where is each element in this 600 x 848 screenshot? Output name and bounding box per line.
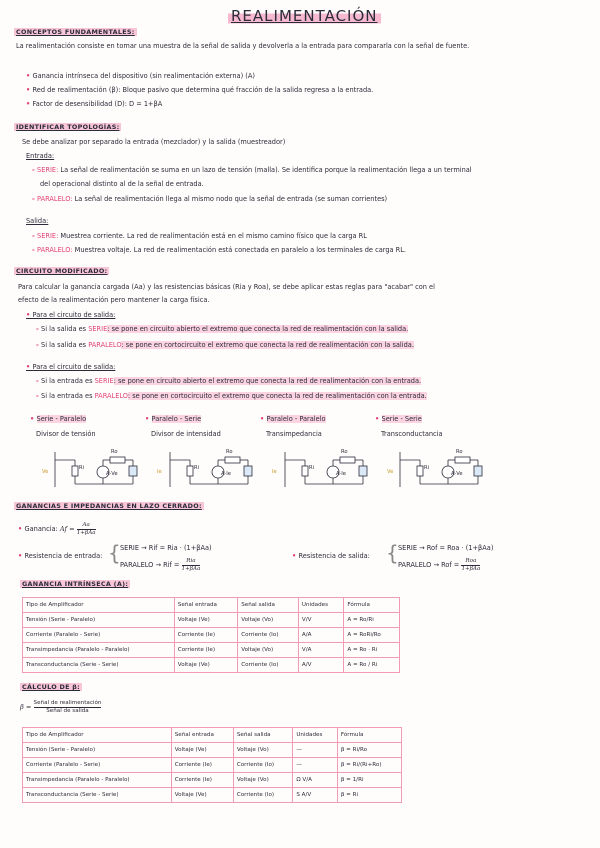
circuit-label-src: A·Ve: [106, 471, 118, 477]
table-cell: Transconductancia (Serie - Serie): [23, 788, 172, 803]
table-row: [23, 758, 402, 773]
entrada-label: Entrada:: [26, 152, 55, 160]
gain-formula: • Ganancia: Af = $\frac{Aa}{\text{1+βAa}}$: [18, 522, 96, 536]
load: [244, 466, 252, 476]
circuito-intro-2: efecto de la realimentación pero mantener la carga física.: [18, 296, 210, 304]
circuit-label-ro: Ro: [111, 449, 118, 455]
section-heading-topologias: IDENTIFICAR TOPOLOGÍAS:: [16, 123, 120, 131]
table-cell: V/A: [298, 643, 343, 658]
circuit-subtitle: Divisor de tensión: [36, 430, 96, 438]
circuit-label-src: A·Ve: [451, 471, 463, 477]
column-header: Tipo de Amplificador: [23, 728, 172, 743]
circuit-heading: • Serie - Serie: [375, 415, 422, 423]
in-circuit-label: • Para el circuito de salida:: [26, 363, 116, 371]
salida-paralelo: - PARALELO: Muestrea voltaje. La red de realimentación está conectada en paralelo a los terminales de carga RL.: [32, 246, 407, 254]
table-cell: Corriente (Ie): [171, 758, 233, 773]
circuit-label-ro: Ro: [226, 449, 233, 455]
table-cell: Corriente (Ie): [171, 773, 233, 788]
load: [474, 466, 482, 476]
column-header: Señal entrada: [171, 728, 233, 743]
beta-table: [22, 727, 402, 803]
table-cell: Corriente (Ie): [174, 643, 237, 658]
page-title: REALIMENTACIÓN: [228, 7, 381, 25]
column-header: Tipo de Amplificador: [23, 598, 175, 613]
table-cell: A = Ro/Ri: [344, 613, 400, 628]
concept-item: • Red de realimentación (β): Bloque pasivo que determina qué fracción de la salida regresa a la entrada.: [26, 86, 374, 94]
resistor-ro: [225, 457, 240, 463]
table-cell: —: [293, 758, 338, 773]
table-cell: β = 1/Ri: [337, 773, 401, 788]
circuit-label-src: A·Ie: [221, 471, 231, 477]
table-header-row: [23, 728, 402, 743]
rout-serie: SERIE → Rof = Roa · (1+βAa): [398, 544, 494, 552]
section-heading-conceptos: CONCEPTOS FUNDAMENTALES:: [16, 28, 135, 36]
entrada-serie-cont: del operacional distinto al de la señal de entrada.: [40, 180, 204, 188]
table-cell: Transimpedancia (Paralelo - Paralelo): [23, 773, 172, 788]
table-cell: Corriente (Io): [238, 628, 299, 643]
circuit-label-ro: Ro: [341, 449, 348, 455]
table-cell: Ω V/A: [293, 773, 338, 788]
rout-label: • Resistencia de salida:: [292, 552, 370, 560]
rout-brace: {: [386, 541, 399, 565]
table-cell: A = Ro / Ri: [344, 658, 400, 673]
load: [359, 466, 367, 476]
resistor-ro: [340, 457, 355, 463]
table-cell: Tensión (Serie - Paralelo): [23, 743, 172, 758]
table-cell: Transconductancia (Serie - Serie): [23, 658, 175, 673]
rin-paralelo: PARALELO → Rif = $\frac{\text{Ria}}{\text{1+βAa}}$: [120, 558, 201, 572]
column-header: Fórmula: [337, 728, 401, 743]
circuit-heading: • Paralelo - Serie: [145, 415, 202, 423]
table-cell: Voltaje (Vo): [233, 743, 292, 758]
circuit-label-src: A·Ie: [336, 471, 346, 477]
concept-item: • Ganancia intrínseca del dispositivo (sin realimentación externa) (A): [26, 72, 255, 80]
salida-label: Salida:: [26, 217, 49, 225]
table-cell: A = Ro · Ri: [344, 643, 400, 658]
beta-formula: β = $\frac{\text{Señal de realimentación}}{\text{Señal de salida}}$: [20, 700, 102, 714]
out-rule-2: - Si la salida es PARALELO: se pone en cortocircuito el extremo que conecta la red de realimentación con la salida.: [36, 341, 414, 349]
table-cell: A/A: [298, 628, 343, 643]
concept-item: • Factor de desensibilidad (D): D = 1+βA: [26, 100, 163, 108]
circuit-subtitle: Transconductancia: [381, 430, 443, 438]
column-header: Señal salida: [238, 598, 299, 613]
column-header: Unidades: [298, 598, 343, 613]
table-cell: Corriente (Paralelo - Serie): [23, 758, 172, 773]
circuit-diagram: [160, 442, 255, 492]
rin-label: • Resistencia de entrada:: [18, 552, 103, 560]
column-header: Señal entrada: [174, 598, 237, 613]
resistor-ri: [187, 466, 193, 476]
table-cell: Voltaje (Ve): [171, 743, 233, 758]
table-cell: Voltaje (Ve): [174, 658, 237, 673]
table-cell: Corriente (Io): [233, 788, 292, 803]
table-row: [23, 643, 400, 658]
resistor-ri: [417, 466, 423, 476]
circuit-label-in: Ie: [157, 469, 162, 475]
column-header: Unidades: [293, 728, 338, 743]
table-cell: Transimpedancia (Paralelo - Paralelo): [23, 643, 175, 658]
table-header-row: [23, 598, 400, 613]
table-cell: A/V: [298, 658, 343, 673]
table-cell: A = RoRi/Ro: [344, 628, 400, 643]
section-heading-ganancia-intrinseca: GANANCIA INTRÍNSECA (A):: [22, 580, 129, 588]
circuit-heading: • Paralelo - Paralelo: [260, 415, 326, 423]
circuit-label-in: Ve: [387, 469, 394, 475]
circuit-label-in: Ie: [272, 469, 277, 475]
circuit-label-ri: Ri: [194, 465, 200, 471]
resistor-ro: [455, 457, 470, 463]
resistor-ro: [110, 457, 125, 463]
table-cell: Corriente (Paralelo - Serie): [23, 628, 175, 643]
table-row: [23, 628, 400, 643]
column-header: Señal salida: [233, 728, 292, 743]
topologias-intro: Se debe analizar por separado la entrada (mezclador) y la salida (muestreador): [22, 138, 286, 146]
out-rule-1: - Si la salida es SERIE: se pone en circuito abierto el extremo que conecta la red de realimentación con la salida.: [36, 325, 409, 333]
intro-text: La realimentación consiste en tomar una muestra de la señal de salida y devolverla a la entrada para compararla con la señal de fuente.: [16, 42, 470, 50]
column-header: Fórmula: [344, 598, 400, 613]
table-row: [23, 788, 402, 803]
resistor-ri: [302, 466, 308, 476]
circuit-subtitle: Transimpedancia: [266, 430, 322, 438]
entrada-paralelo: - PARALELO: La señal de realimentación llega al mismo nodo que la señal de entrada (se suman corrientes): [32, 195, 388, 203]
table-cell: Tensión (Serie - Paralelo): [23, 613, 175, 628]
table-cell: Voltaje (Vo): [238, 643, 299, 658]
table-cell: β = Ri/Ro: [337, 743, 401, 758]
rin-serie: SERIE → Rif = Ria · (1+βAa): [120, 544, 212, 552]
table-cell: S A/V: [293, 788, 338, 803]
table-cell: Voltaje (Vo): [238, 613, 299, 628]
section-heading-calculo-beta: CÁLCULO DE β:: [22, 683, 81, 691]
table-cell: Voltaje (Vo): [233, 773, 292, 788]
table-cell: β = Ri/(Ri+Ro): [337, 758, 401, 773]
gain-table: [22, 597, 400, 673]
table-cell: Voltaje (Ve): [171, 788, 233, 803]
circuit-diagram: [45, 442, 140, 492]
table-cell: Corriente (Ie): [174, 628, 237, 643]
entrada-serie: - SERIE: La señal de realimentación se suma en un lazo de tensión (malla). Se identifica porque la realimentación llega a un terminal: [32, 166, 472, 174]
circuit-label-ri: Ri: [309, 465, 315, 471]
circuit-label-ro: Ro: [456, 449, 463, 455]
table-cell: Corriente (Io): [233, 758, 292, 773]
table-row: [23, 613, 400, 628]
table-cell: —: [293, 743, 338, 758]
circuit-label-ri: Ri: [424, 465, 430, 471]
table-cell: β = Ri: [337, 788, 401, 803]
table-cell: Voltaje (Ve): [174, 613, 237, 628]
circuit-label-ri: Ri: [79, 465, 85, 471]
in-rule-1: - Si la entrada es SERIE: se pone en circuito abierto el extremo que conecta la red de realimentación con la entrada.: [36, 377, 422, 385]
table-cell: Corriente (Io): [238, 658, 299, 673]
circuit-diagram: [275, 442, 370, 492]
section-heading-ganancias: GANANCIAS E IMPEDANCIAS EN LAZO CERRADO:: [16, 502, 202, 510]
rout-paralelo: PARALELO → Rof = $\frac{\text{Roa}}{\text{1+βAa}}$: [398, 558, 481, 572]
circuit-diagram: [390, 442, 485, 492]
out-circuit-label: • Para el circuito de salida:: [26, 311, 116, 319]
table-row: [23, 743, 402, 758]
resistor-ri: [72, 466, 78, 476]
load: [129, 466, 137, 476]
table-row: [23, 658, 400, 673]
circuit-heading: • Serie - Paralelo: [30, 415, 87, 423]
circuit-subtitle: Divisor de intensidad: [151, 430, 221, 438]
section-heading-circuito: CIRCUITO MODIFICADO:: [16, 267, 108, 275]
table-cell: V/V: [298, 613, 343, 628]
table-row: [23, 773, 402, 788]
salida-serie: - SERIE: Muestrea corriente. La red de realimentación está en el mismo camino físico que la carga RL: [32, 232, 367, 240]
in-rule-2: - Si la entrada es PARALELO: se pone en cortocircuito el extremo que conecta la red de realimentación con la entrada.: [36, 392, 427, 400]
rin-brace: {: [108, 541, 121, 565]
circuito-intro-1: Para calcular la ganancia cargada (Aa) y las resistencias básicas (Ria y Roa), se debe aplicar estas reglas para "acabar" con el: [18, 283, 435, 291]
circuit-label-in: Ve: [42, 469, 49, 475]
